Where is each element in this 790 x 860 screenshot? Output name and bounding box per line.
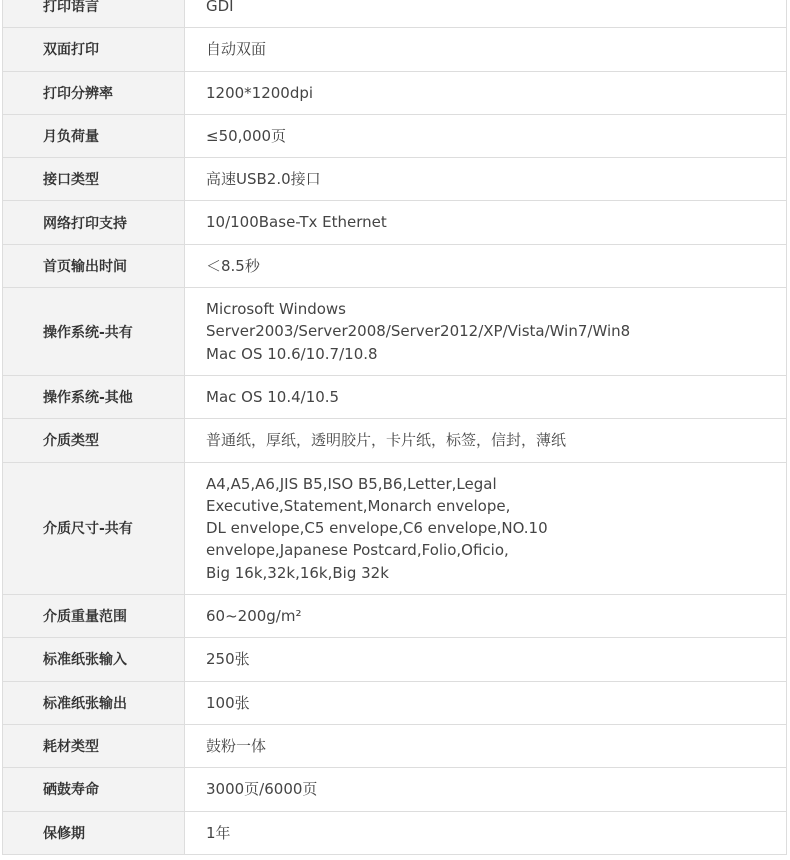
table-row [3,811,787,854]
table-row [3,0,787,28]
spec-value-line: Executive,Statement,Monarch envelope, [206,496,511,515]
spec-label: 硒鼓寿命 [3,768,185,811]
spec-value [185,201,787,244]
spec-label: 介质类型 [3,419,185,462]
table-row [3,28,787,71]
spec-value-line: 1年 [206,823,231,842]
spec-value [185,419,787,462]
spec-label: 月负荷量 [3,114,185,157]
spec-value [185,71,787,114]
spec-value-line: Microsoft Windows [206,300,346,319]
spec-value [185,811,787,854]
spec-value [185,244,787,287]
table-row [3,375,787,418]
table-row [3,595,787,638]
table-row [3,419,787,462]
spec-value-line: 100张 [206,693,250,712]
spec-value-line: GDI [206,0,234,15]
table-row [3,638,787,681]
spec-value [185,28,787,71]
spec-value-line: Big 16k,32k,16k,Big 32k [206,563,389,582]
spec-label: 介质重量范围 [3,595,185,638]
spec-value [185,462,787,594]
spec-value [185,595,787,638]
spec-label: 操作系统-共有 [3,288,185,376]
spec-label: 网络打印支持 [3,201,185,244]
table-row [3,288,787,376]
spec-value [185,638,787,681]
spec-value-line: 60~200g/m² [206,607,302,626]
spec-value-line: 1200*1200dpi [206,83,314,102]
spec-value [185,768,787,811]
spec-value-line: Mac OS 10.4/10.5 [206,387,340,406]
spec-label: 标准纸张输出 [3,681,185,724]
spec-value [185,375,787,418]
spec-value-line: envelope,Japanese Postcard,Folio,Oficio, [206,541,509,560]
table-row [3,114,787,157]
spec-label: 耗材类型 [3,724,185,767]
spec-label: 介质尺寸-共有 [3,462,185,594]
spec-label: 保修期 [3,811,185,854]
spec-value-line: 自动双面 [206,40,267,59]
spec-table [2,0,787,855]
spec-value [185,681,787,724]
spec-value-line: 3000页/6000页 [206,780,318,799]
spec-value-line: Server2003/Server2008/Server2012/XP/Vista/Win7/Win8 [206,322,631,341]
spec-value-line: 10/100Base-Tx Ethernet [206,213,387,232]
table-row [3,71,787,114]
spec-table-body [3,0,787,854]
spec-label: 操作系统-其他 [3,375,185,418]
spec-label: 首页输出时间 [3,244,185,287]
spec-value [185,288,787,376]
spec-value [185,0,787,28]
table-row [3,462,787,594]
spec-value [185,114,787,157]
spec-value-line: ＜8.5秒 [206,256,260,275]
table-row [3,768,787,811]
spec-label: 标准纸张输入 [3,638,185,681]
spec-value-line: A4,A5,A6,JIS B5,ISO B5,B6,Letter,Legal [206,474,497,493]
spec-value [185,724,787,767]
spec-label: 双面打印 [3,28,185,71]
spec-value [185,158,787,201]
spec-value-line: 鼓粉一体 [206,736,267,755]
spec-label: 接口类型 [3,158,185,201]
table-row [3,201,787,244]
spec-value-line: ≤50,000页 [206,126,287,145]
table-row [3,244,787,287]
spec-value-line: Mac OS 10.6/10.7/10.8 [206,344,378,363]
spec-label: 打印语言 [3,0,185,28]
table-row [3,158,787,201]
table-row [3,724,787,767]
table-row [3,681,787,724]
spec-value-line: 高速USB2.0接口 [206,170,321,189]
spec-value-line: DL envelope,C5 envelope,C6 envelope,NO.10 [206,519,548,538]
spec-value-line: 250张 [206,650,250,669]
spec-value-line: 普通纸，厚纸，透明胶片，卡片纸，标签，信封，薄纸 [206,431,567,450]
spec-label: 打印分辨率 [3,71,185,114]
